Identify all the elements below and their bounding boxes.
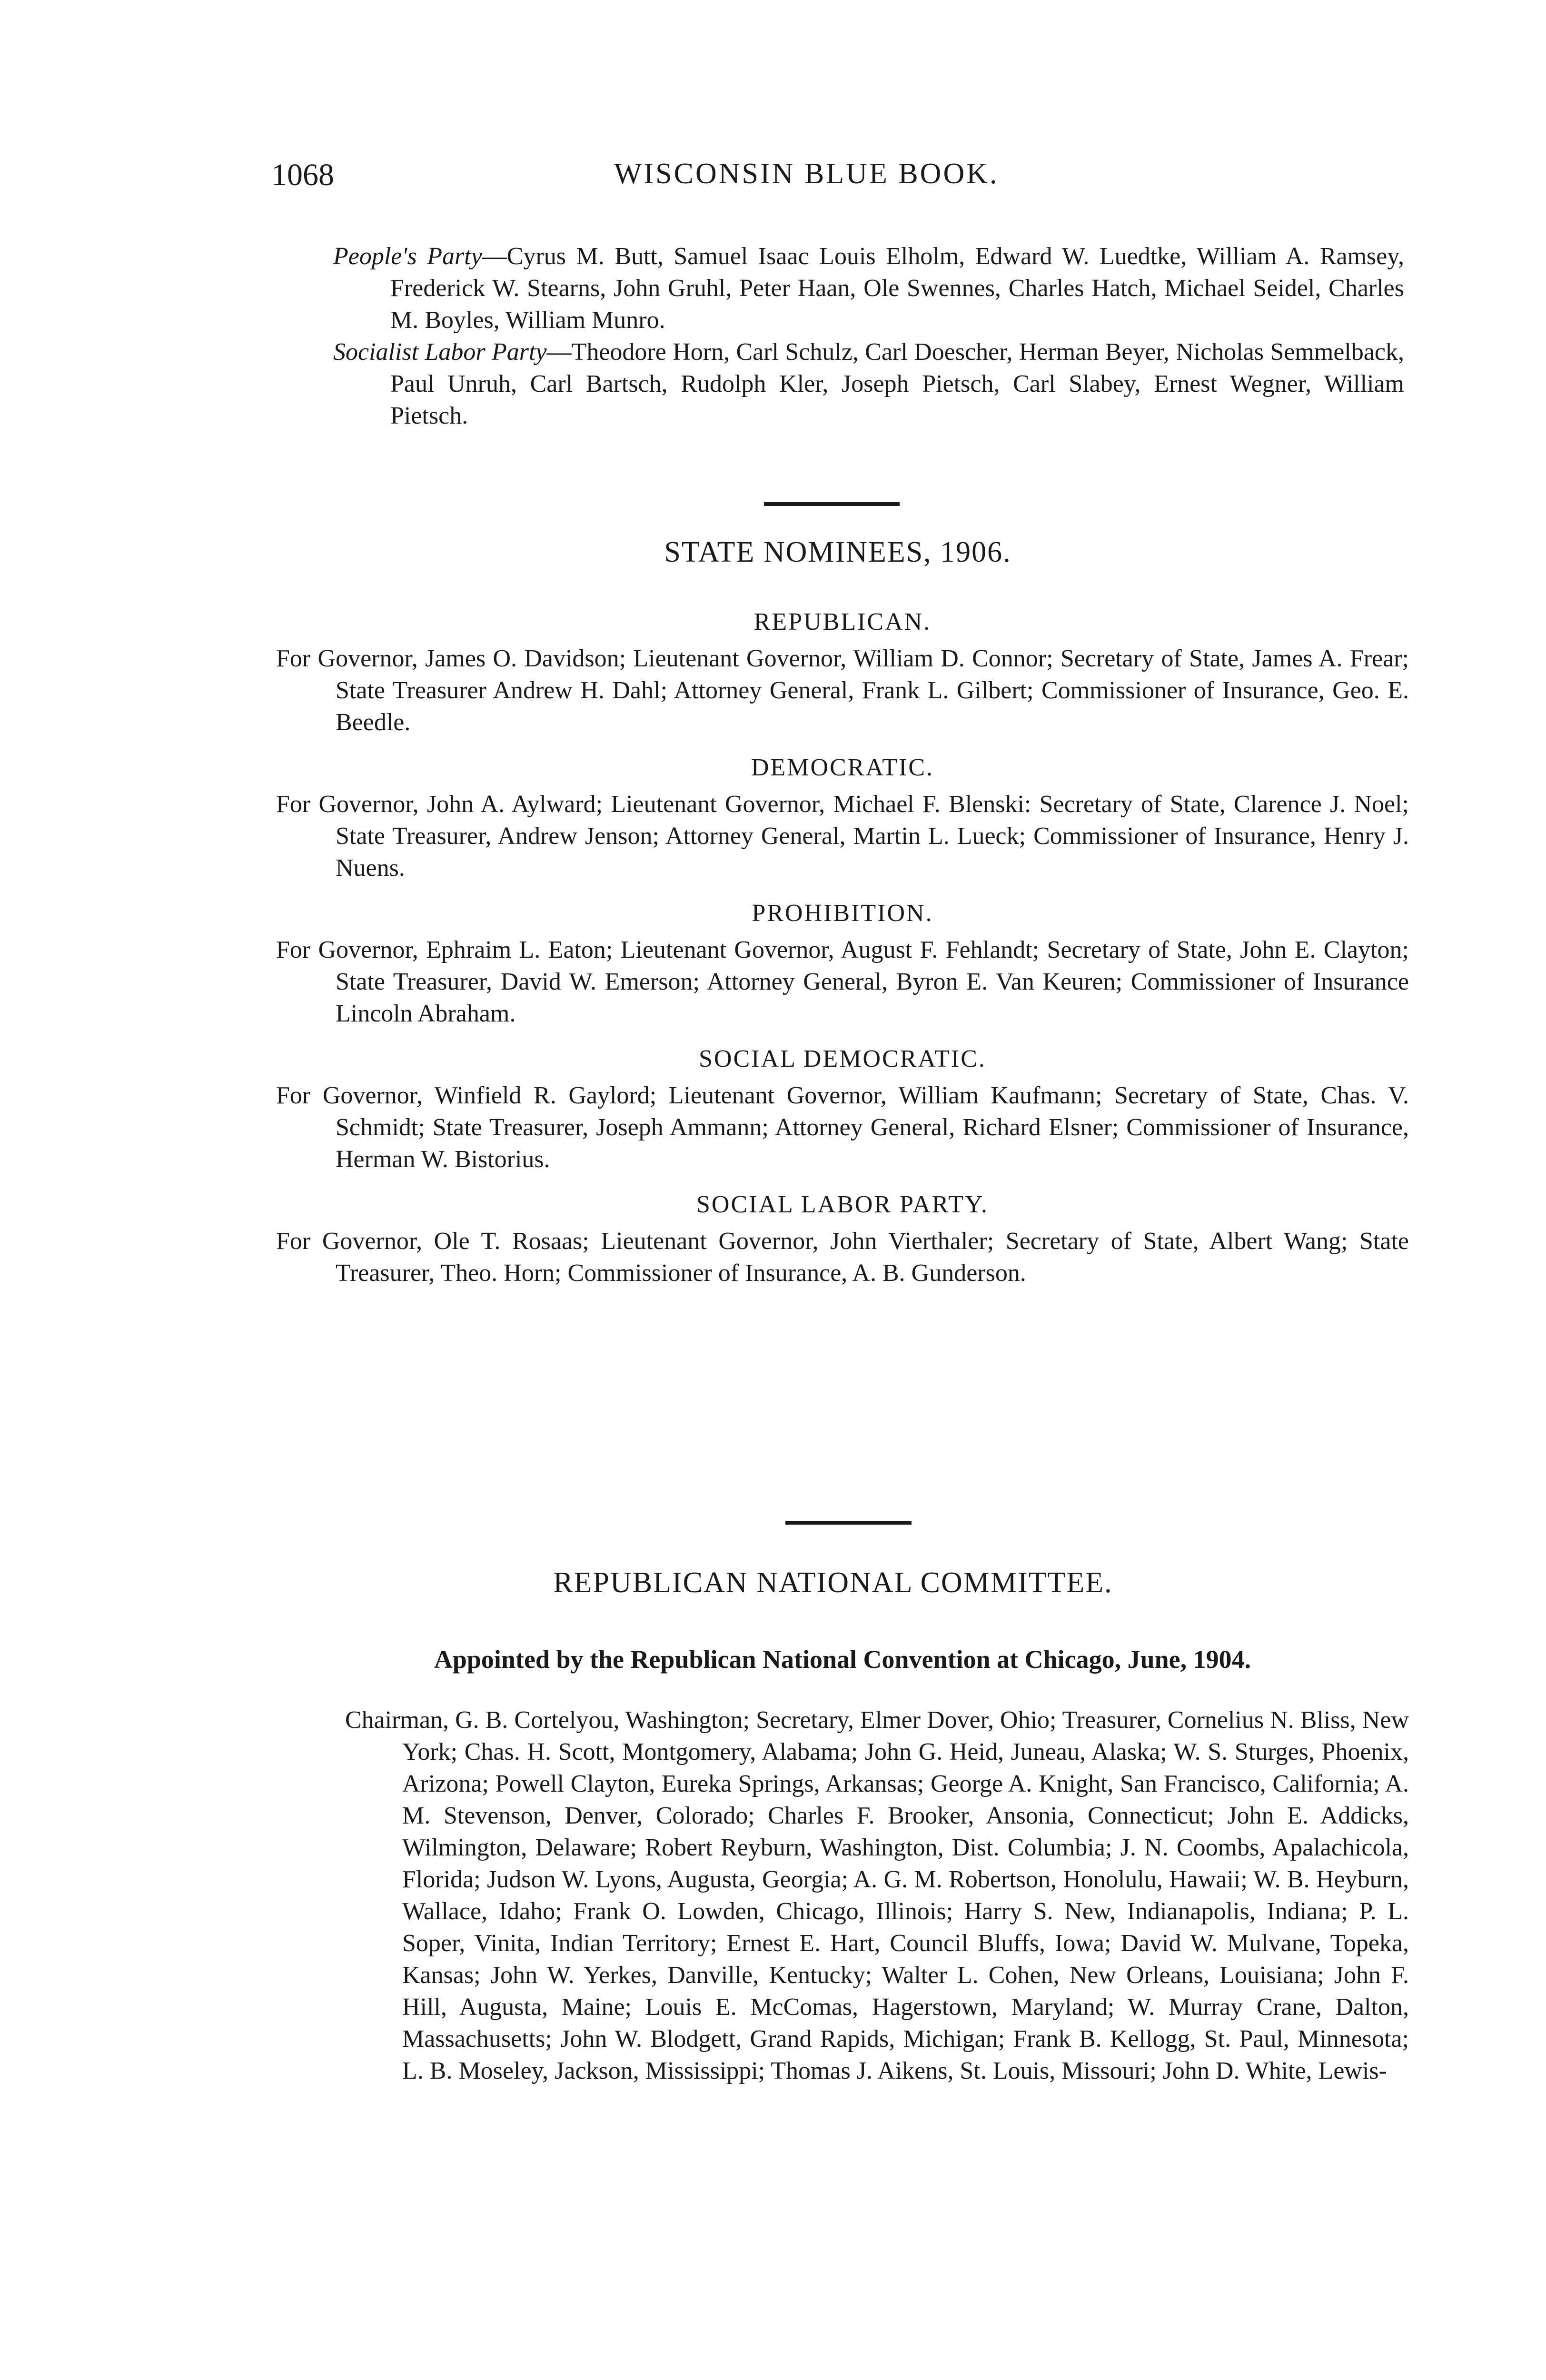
party-section-social-democratic [276, 1043, 1409, 1175]
section-divider [764, 502, 900, 506]
party-nominees: For Governor, Winfield R. Gaylord; Lieutenant Governor, William Kaufmann; Secretary of State, Chas. V. Schmidt; State Treasurer, Joseph Ammann; Attorney General, Richard Elsner; Commissioner of Insurance, Herman W. Bistorius. [276, 1082, 1409, 1173]
party-section-republican [276, 606, 1409, 738]
socialist-labor-party-electors [333, 336, 1404, 432]
party-label: Socialist Labor Party [333, 338, 547, 366]
electors-names: —Cyrus M. Butt, Samuel Isaac Louis Elholm, Edward W. Luedtke, William A. Ramsey, Frederick W. Stearns, John Gruhl, Peter Haan, Ole Swennes, Charles Hatch, Michael Seidel, Charles M. Boyles, William Munro. [390, 243, 1404, 334]
party-nominees: For Governor, John A. Aylward; Lieutenant Governor, Michael F. Blenski: Secretary of State, Clarence J. Noel; State Treasurer, Andrew Jenson; Attorney General, Martin L. Lueck; Commissioner of Insurance, Henry J. Nuens. [276, 791, 1409, 882]
committee-members [345, 1704, 1409, 2087]
party-heading: SOCIAL DEMOCRATIC. [699, 1045, 986, 1072]
committee-members-text: Chairman, G. B. Cortelyou, Washington; Secretary, Elmer Dover, Ohio; Treasurer, Cornelius N. Bliss, New York; Chas. H. Scott, Montgomery, Alabama; John G. Heid, Juneau, Alaska; W. S. Sturges, Phoenix, Arizona; Powell Clayton, Eureka Springs, Arkansas; George A. Knight, San Francisco, California; A. M. Stevenson, Denver, Colorado; Charles F. Brooker, Ansonia, Connecticut; John E. Addicks, Wilmington, Delaware; Robert Reyburn, Washington, Dist. Columbia; J. N. Coombs, Apalachicola, Florida; Judson W. Lyons, Augusta, Georgia; A. G. M. Robertson, Honolulu, Hawaii; W. B. Heyburn, Wallace, Idaho; Frank O. Lowden, Chicago, Illinois; Harry S. New, Indianapolis, Indiana; P. L. Soper, Vinita, Indian Territory; Ernest E. Hart, Council Bluffs, Iowa; David W. Mulvane, Topeka, Kansas; John W. Yerkes, Danville, Kentucky; Walter L. Cohen, New Orleans, Louisiana; John F. Hill, Augusta, Maine; Louis E. McComas, Hagerstown, Maryland; W. Murray Crane, Dalton, Massachusetts; John W. Blodgett, Grand Rapids, Michigan; Frank B. Kellogg, St. Paul, Minnesota; L. B. Moseley, Jackson, Mississippi; Thomas J. Aikens, St. Louis, Missouri; John D. White, Lewis- [345, 1706, 1409, 2084]
state-nominees-title: STATE NOMINEES, 1906. [664, 536, 1011, 568]
national-committee-title: REPUBLICAN NATIONAL COMMITTEE. [553, 1567, 1113, 1599]
party-heading: SOCIAL LABOR PARTY. [696, 1191, 989, 1218]
party-heading: REPUBLICAN. [753, 608, 932, 635]
party-heading: PROHIBITION. [752, 900, 933, 927]
page-number: 1068 [271, 158, 334, 192]
appointment-note: Appointed by the Republican National Convention at Chicago, June, 1904. [434, 1645, 1251, 1674]
party-label: People's Party [333, 243, 482, 270]
electors-list [333, 240, 1404, 432]
party-nominees: For Governor, Ephraim L. Eaton; Lieutenant Governor, August F. Fehlandt; Secretary of State, John E. Clayton; State Treasurer, David W. Emerson; Attorney General, Byron E. Van Keuren; Commissioner of Insurance Lincoln Abraham. [276, 936, 1409, 1027]
party-section-social-labor [276, 1189, 1409, 1289]
party-section-democratic [276, 752, 1409, 884]
party-nominees: For Governor, James O. Davidson; Lieutenant Governor, William D. Connor; Secretary of State, James A. Frear; State Treasurer Andrew H. Dahl; Attorney General, Frank L. Gilbert; Commissioner of Insurance, Geo. E. Beedle. [276, 645, 1409, 736]
peoples-party-electors [333, 240, 1404, 336]
state-nominees-list [276, 593, 1409, 1289]
electors-names: —Theodore Horn, Carl Schulz, Carl Doescher, Herman Beyer, Nicholas Semmelback, Paul Unruh, Carl Bartsch, Rudolph Kler, Joseph Pietsch, Carl Slabey, Ernest Wegner, William Pietsch. [390, 338, 1405, 429]
party-nominees: For Governor, Ole T. Rosaas; Lieutenant Governor, John Vierthaler; Secretary of State, Albert Wang; State Treasurer, Theo. Horn; Commissioner of Insurance, A. B. Gunderson. [276, 1228, 1409, 1287]
party-heading: DEMOCRATIC. [751, 754, 934, 781]
section-divider [785, 1521, 912, 1525]
running-title: WISCONSIN BLUE BOOK. [614, 158, 999, 190]
party-section-prohibition [276, 897, 1409, 1030]
page-header [271, 157, 1414, 205]
